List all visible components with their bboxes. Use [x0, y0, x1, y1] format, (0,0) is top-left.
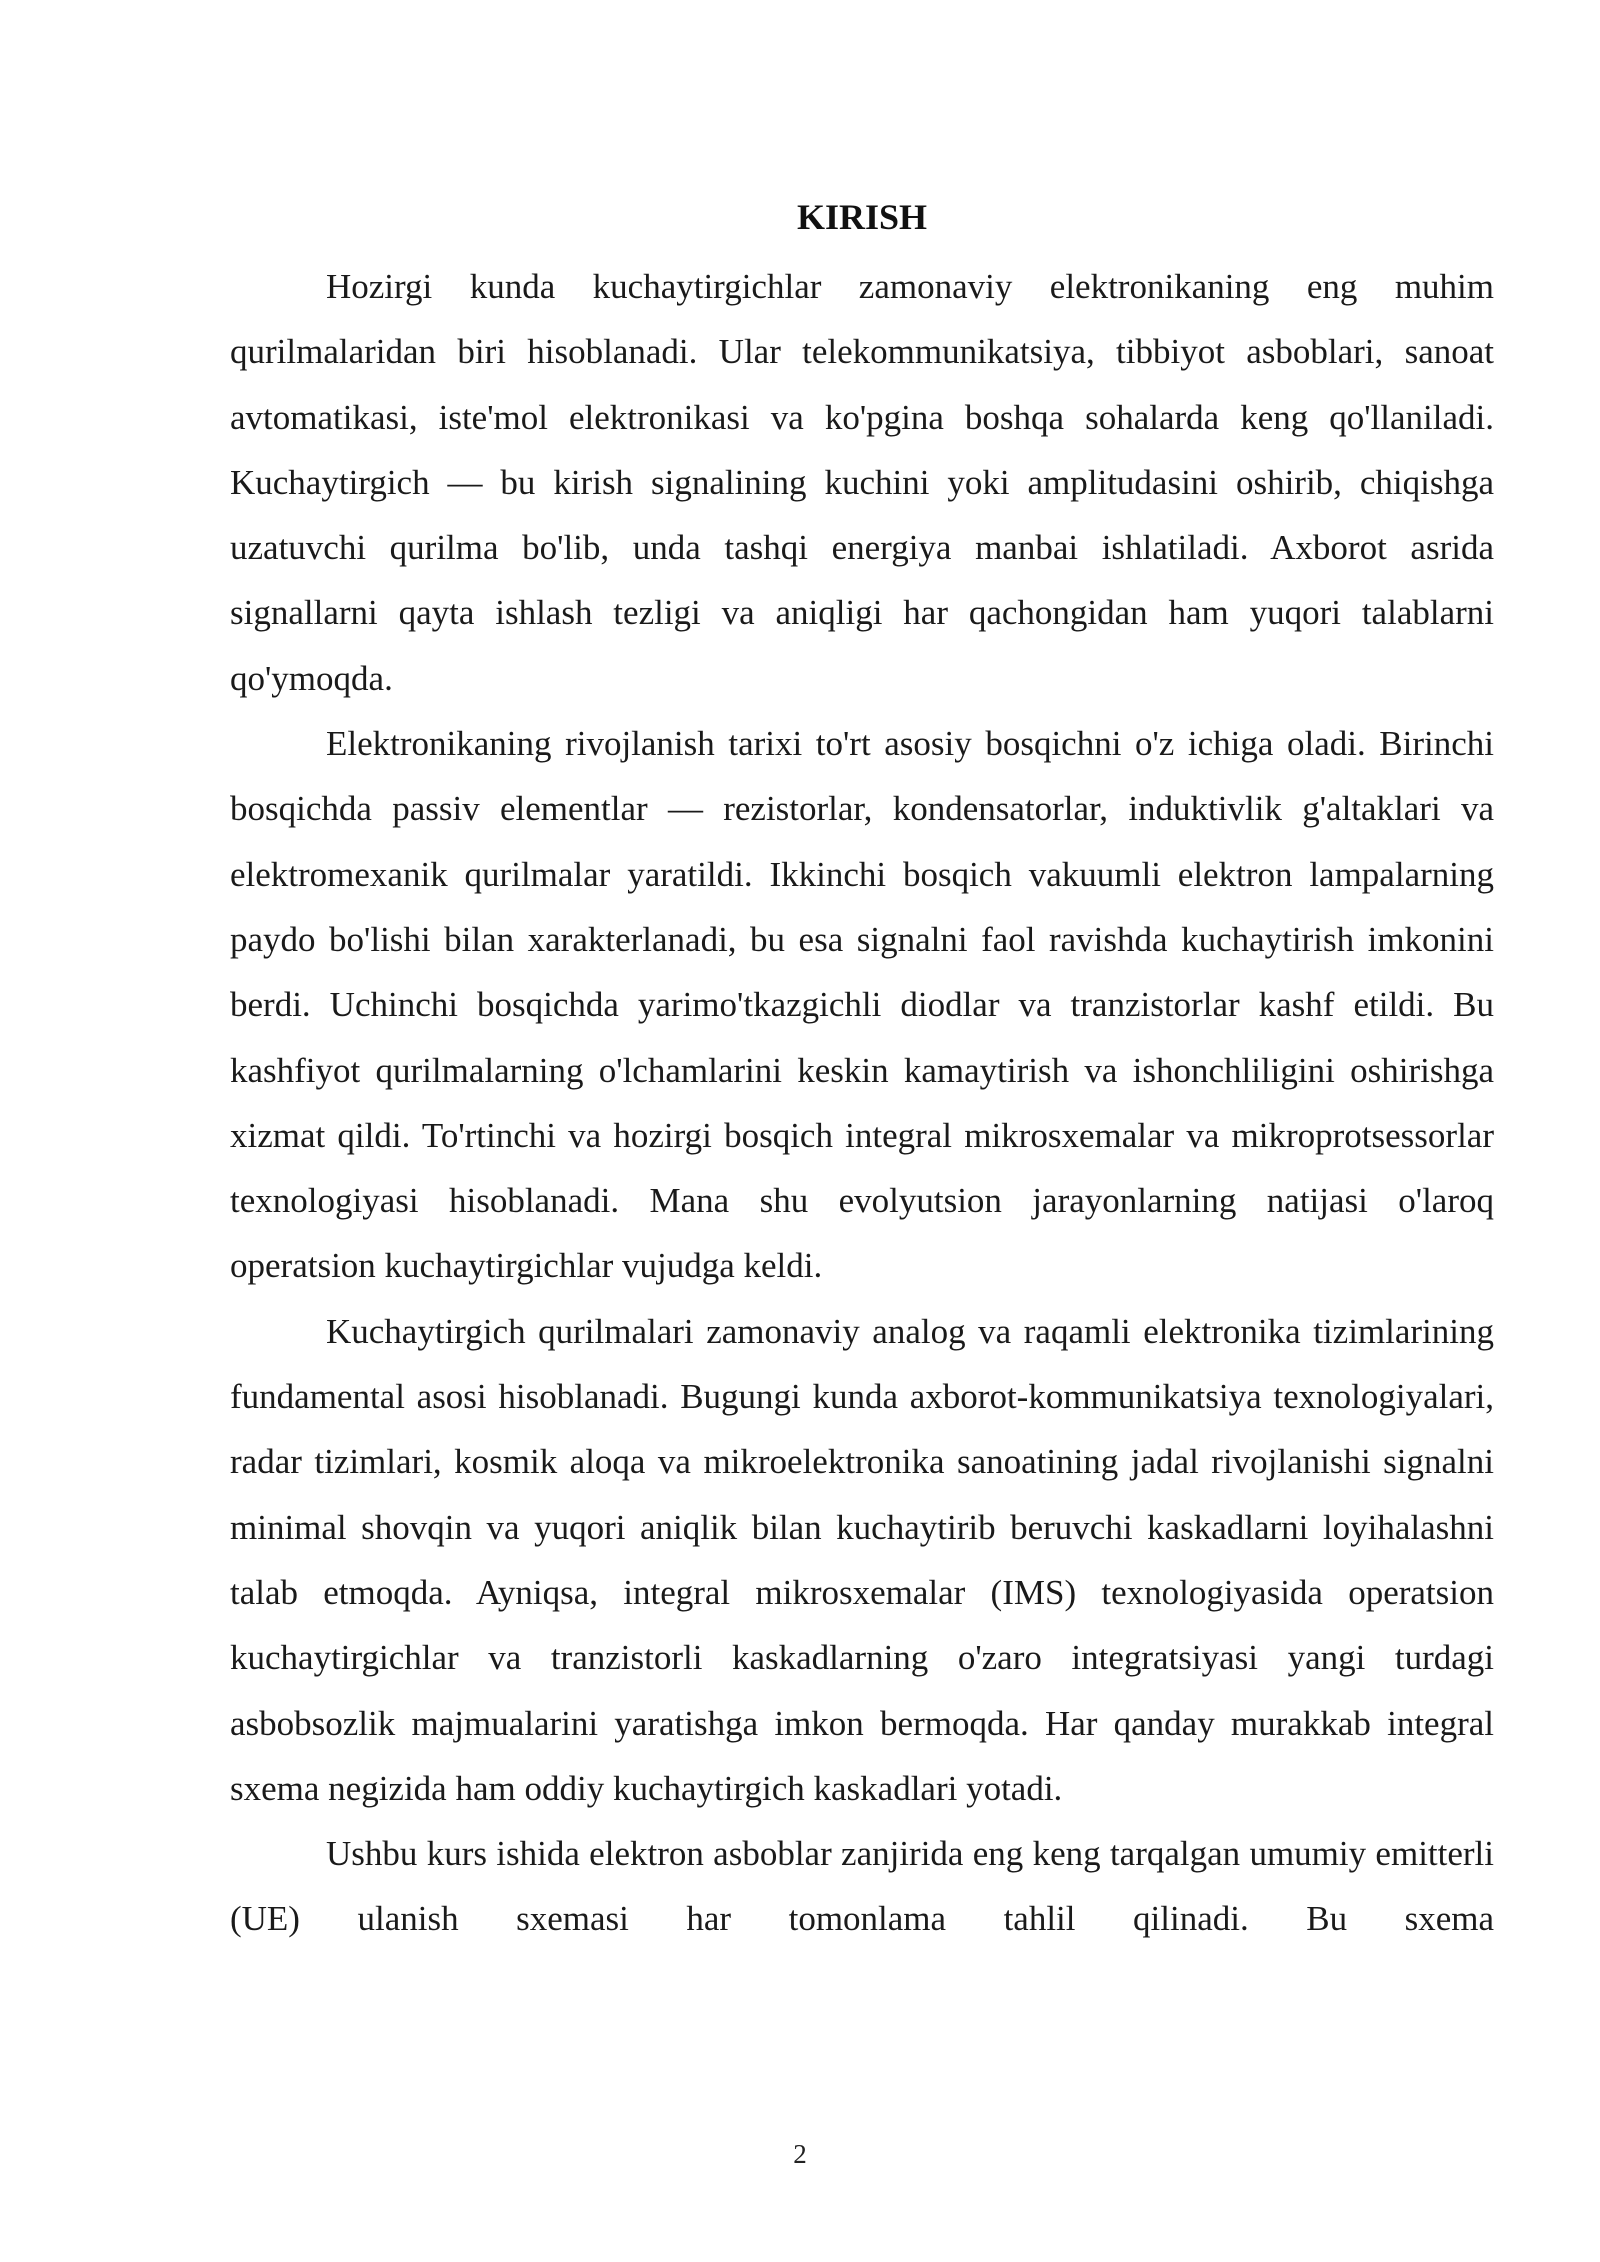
paragraph-amplifier-devices: Kuchaytirgich qurilmalari zamonaviy analog va raqamli elektronika tizimlarining fundamental asosi hisoblanadi. Bugungi kunda axborot-kommunikatsiya texnologiyalari, radar tizimlari, kosmik aloqa va mikroelektronika sanoatining jadal rivojlanishi signalni minimal shovqin va yuqori aniqlik bilan kuchaytirib beruvchi kaskadlarni loyihalashni talab etmoqda. Ayniqsa, integral mikrosxemalar (IMS) texnologiyasida operatsion kuchaytirgichlar va tranzistorli kaskadlarning o'zaro integratsiyasi yangi turdagi asbobsozlik majmualarini yaratishga imkon bermoqda. Har qanday murakkab integral sxema negizida ham oddiy kuchaytirgich kaskadlari yotadi.: [230, 1311, 1494, 1808]
page-number: 2: [793, 2139, 807, 2169]
paragraph-history: Elektronikaning rivojlanish tarixi to'rt asosiy bosqichni o'z ichiga oladi. Birinchi bosqichda passiv elementlar — rezistorlar, kondensatorlar, induktivlik g'altaklari va elektromexanik qurilmalar yaratildi. Ikkinchi bosqich vakuumli elektron lampalarning paydo bo'lishi bilan xarakterlanadi, bu esa signalni faol ravishda kuchaytirish imkonini berdi. Uchinchi bosqichda yarimo'tkazgichli diodlar va tranzistorlar kashf etildi. Bu kashfiyot qurilmalarning o'lchamlarini keskin kamaytirish va ishonchliligini oshirishga xizmat qildi. To'rtinchi va hozirgi bosqich integral mikrosxemalar va mikroprotsessorlar texnologiyasi hisoblanadi. Mana shu evolyutsion jarayonlarning natijasi o'laroq operatsion kuchaytirgichlar vujudga keldi.: [230, 724, 1494, 1286]
paragraph-intro: Hozirgi kunda kuchaytirgichlar zamonaviy elektronikaning eng muhim qurilmalaridan biri hisoblanadi. Ular telekommunikatsiya, tibbiyot asboblari, sanoat avtomatikasi, iste'mol elektronikasi va ko'pgina boshqa sohalarda keng qo'llaniladi. Kuchaytirgich — bu kirish signalining kuchini yoki amplitudasini oshirib, chiqishga uzatuvchi qurilma bo'lib, unda tashqi energiya manbai ishlatiladi. Axborot asrida signallarni qayta ishlash tezligi va aniqligi har qachongidan ham yuqori talablarni qo'ymoqda.: [230, 267, 1494, 698]
section-heading: KIRISH: [796, 197, 928, 237]
page-content: [230, 190, 1494, 1952]
paragraph-course-work: Ushbu kurs ishida elektron asboblar zanjirida eng keng tarqalgan umumiy emitterli (UE) ulanish sxemasi har tomonlama tahlil qilinadi. Bu sxema: [230, 1834, 1494, 1939]
